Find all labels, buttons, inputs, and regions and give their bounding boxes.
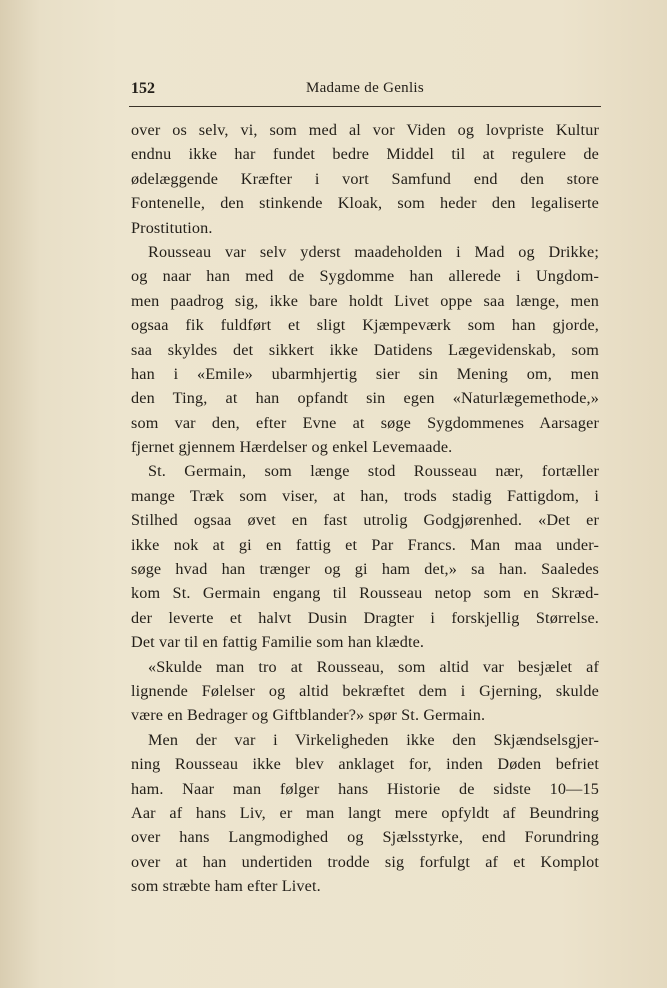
running-title: Madame de Genlis xyxy=(305,80,425,96)
paragraph-1 xyxy=(131,118,599,240)
text-line: og naar han med de Sygdomme han allerede i Ungdom- xyxy=(131,267,599,286)
text-line: søge hvad han trænger og gi ham det,» sa han. Saaledes xyxy=(131,560,599,579)
text-line: fjernet gjennem Hærdelser og enkel Levemaade. xyxy=(131,438,453,457)
text-line: der leverte et halvt Dusin Dragter i forskjellig Størrelse. xyxy=(131,608,599,627)
text-line: men paadrog sig, ikke bare holdt Livet oppe saa længe, men xyxy=(131,291,599,310)
text-line: Rousseau var selv yderst maadeholden i Mad og Drikke; xyxy=(148,242,599,261)
page-header xyxy=(131,80,599,104)
text-line: Aar af hans Liv, er man langt mere opfyldt af Beundring xyxy=(131,803,599,822)
text-line: lignende Følelser og altid bekræftet dem i Gjerning, skulde xyxy=(131,681,599,700)
text-line: ning Rousseau ikke blev anklaget for, inden Døden befriet xyxy=(131,755,599,774)
text-line: over at han undertiden trodde sig forfulgt af et Komplot xyxy=(131,852,599,871)
text-line: Det var til en fattig Familie som han klædte. xyxy=(131,633,425,652)
text-line: Fontenelle, den stinkende Kloak, som heder den legaliserte xyxy=(131,194,599,213)
text-line: over os selv, vi, som med al vor Viden og lovpriste Kultur xyxy=(131,121,599,139)
text-line: ødelæggende Kræfter i vort Samfund end den store xyxy=(131,169,599,188)
text-line: som stræbte ham efter Livet. xyxy=(131,877,321,896)
text-line: den Ting, at han opfandt sin egen «Naturlægemethode,» xyxy=(131,389,599,408)
header-rule xyxy=(129,106,601,107)
text-line: kom St. Germain engang til Rousseau netop som en Skræd- xyxy=(131,584,599,603)
text-line: ham. Naar man følger hans Historie de sidste 10—15 xyxy=(131,779,599,798)
text-line: endnu ikke har fundet bedre Middel til at regulere de xyxy=(131,145,599,164)
text-line: Stilhed ogsaa øvet en fast utrolig Godgjørenhed. «Det er xyxy=(131,511,599,530)
text-line: saa skyldes det sikkert ikke Datidens Lægevidenskab, som xyxy=(131,340,599,359)
text-line: være en Bedrager og Giftblander?» spør St. Germain. xyxy=(131,706,486,725)
paragraph-5 xyxy=(131,728,599,899)
body-text xyxy=(131,118,599,899)
paragraph-3 xyxy=(131,459,599,654)
paragraph-4 xyxy=(131,655,599,728)
text-line: over hans Langmodighed og Sjælsstyrke, end Forundring xyxy=(131,828,599,847)
text-line: Men der var i Virkeligheden ikke den Skjændselsgjer- xyxy=(148,730,599,749)
text-line: «Skulde man tro at Rousseau, som altid var besjælet af xyxy=(148,657,599,676)
text-line: ikke nok at gi en fattig et Par Francs. Man maa under- xyxy=(131,535,599,554)
text-line: ogsaa fik fuldført et sligt Kjæmpeværk som han gjorde, xyxy=(131,316,599,335)
text-line: St. Germain, som længe stod Rousseau nær, fortæller xyxy=(148,462,599,481)
text-line: Prostitution. xyxy=(131,218,213,237)
page-number: 152 xyxy=(131,80,155,97)
paragraph-2 xyxy=(131,240,599,460)
text-line: som var den, efter Evne at søge Sygdommenes Aarsager xyxy=(131,413,599,432)
text-line: mange Træk som viser, at han, trods stadig Fattigdom, i xyxy=(131,486,599,505)
text-line: han i «Emile» ubarmhjertig sier sin Mening om, men xyxy=(131,364,599,383)
